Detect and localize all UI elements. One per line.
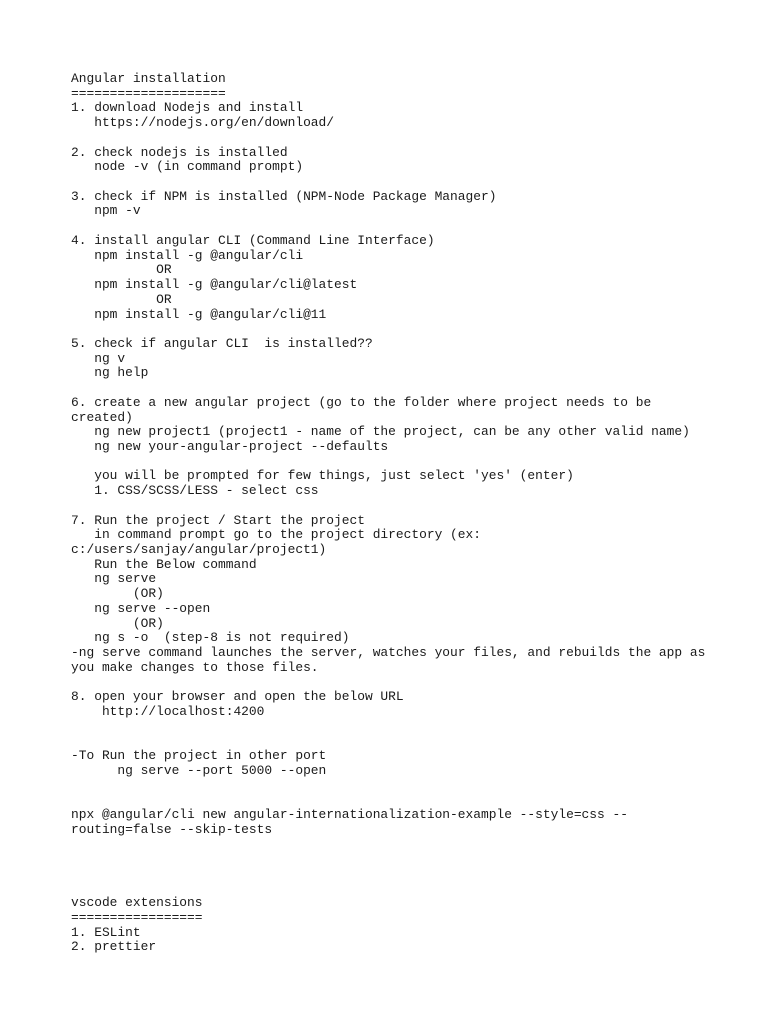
text-line: npx @angular/cli new angular-internationalization-example --style=css -- <box>71 806 628 822</box>
text-line <box>71 882 751 897</box>
text-line: ng new project1 (project1 - name of the project, can be any other valid name) <box>71 424 690 440</box>
text-line: ng v <box>71 350 126 366</box>
text-line: (OR) <box>71 615 164 631</box>
text-line: node -v (in command prompt) <box>71 159 304 175</box>
text-line <box>71 734 751 749</box>
text-line: 4. install angular CLI (Command Line Interface) <box>71 232 435 248</box>
text-line <box>71 175 751 190</box>
text-line <box>71 793 751 808</box>
text-line <box>71 499 751 514</box>
text-line <box>71 720 751 735</box>
text-line <box>71 455 751 470</box>
text-line: 1. download Nodejs and install <box>71 100 304 116</box>
text-line: created) <box>71 409 133 425</box>
text-line: http://localhost:4200 <box>71 703 265 719</box>
text-line <box>71 381 751 396</box>
text-line: npm install -g @angular/cli@latest <box>71 277 358 293</box>
text-line: npm -v <box>71 203 141 219</box>
text-line: 1. CSS/SCSS/LESS - select css <box>71 483 319 499</box>
text-line: ng serve --port 5000 --open <box>71 762 327 778</box>
text-line: https://nodejs.org/en/download/ <box>71 115 335 131</box>
text-line: 1. ESLint <box>71 924 141 940</box>
document-page <box>71 72 751 955</box>
text-line: ================= <box>71 909 203 925</box>
text-line: (OR) <box>71 586 164 602</box>
text-line: 2. check nodejs is installed <box>71 144 288 160</box>
text-line: ng s -o (step-8 is not required) <box>71 630 350 646</box>
text-line: OR <box>71 291 172 307</box>
text-line: c:/users/sanjay/angular/project1) <box>71 542 327 557</box>
text-line: ng serve --open <box>71 600 211 616</box>
text-line: 6. create a new angular project (go to the folder where project needs to be <box>71 394 652 410</box>
text-line: you will be prompted for few things, just select 'yes' (enter) <box>71 468 574 484</box>
text-line: -To Run the project in other port <box>71 748 327 764</box>
text-line: Angular installation <box>71 71 226 86</box>
text-line: 8. open your browser and open the below URL <box>71 689 404 705</box>
text-line <box>71 131 751 146</box>
text-line: -ng serve command launches the server, watches your files, and rebuilds the app as <box>71 645 706 661</box>
text-line <box>71 675 751 690</box>
text-line: npm install -g @angular/cli <box>71 247 304 263</box>
text-line: ng help <box>71 365 149 381</box>
text-line <box>71 867 751 882</box>
text-line: vscode extensions <box>71 895 203 911</box>
text-line: in command prompt go to the project directory (ex: <box>71 527 481 543</box>
text-line: OR <box>71 262 172 278</box>
text-line: 7. Run the project / Start the project <box>71 512 365 528</box>
text-line <box>71 322 751 337</box>
text-line <box>71 837 751 852</box>
text-line: routing=false --skip-tests <box>71 821 273 837</box>
text-line: 3. check if NPM is installed (NPM-Node Package Manager) <box>71 188 497 204</box>
text-line: ng serve <box>71 571 157 587</box>
text-line <box>71 219 751 234</box>
text-line: ng new your-angular-project --defaults <box>71 438 389 454</box>
text-line: you make changes to those files. <box>71 659 319 675</box>
text-line <box>71 852 751 867</box>
text-line: npm install -g @angular/cli@11 <box>71 306 327 322</box>
text-line: 2. prettier <box>71 939 157 955</box>
text-line: 5. check if angular CLI is installed?? <box>71 335 373 351</box>
text-line: ==================== <box>71 85 226 101</box>
text-line <box>71 779 751 794</box>
text-line: Run the Below command <box>71 556 257 572</box>
